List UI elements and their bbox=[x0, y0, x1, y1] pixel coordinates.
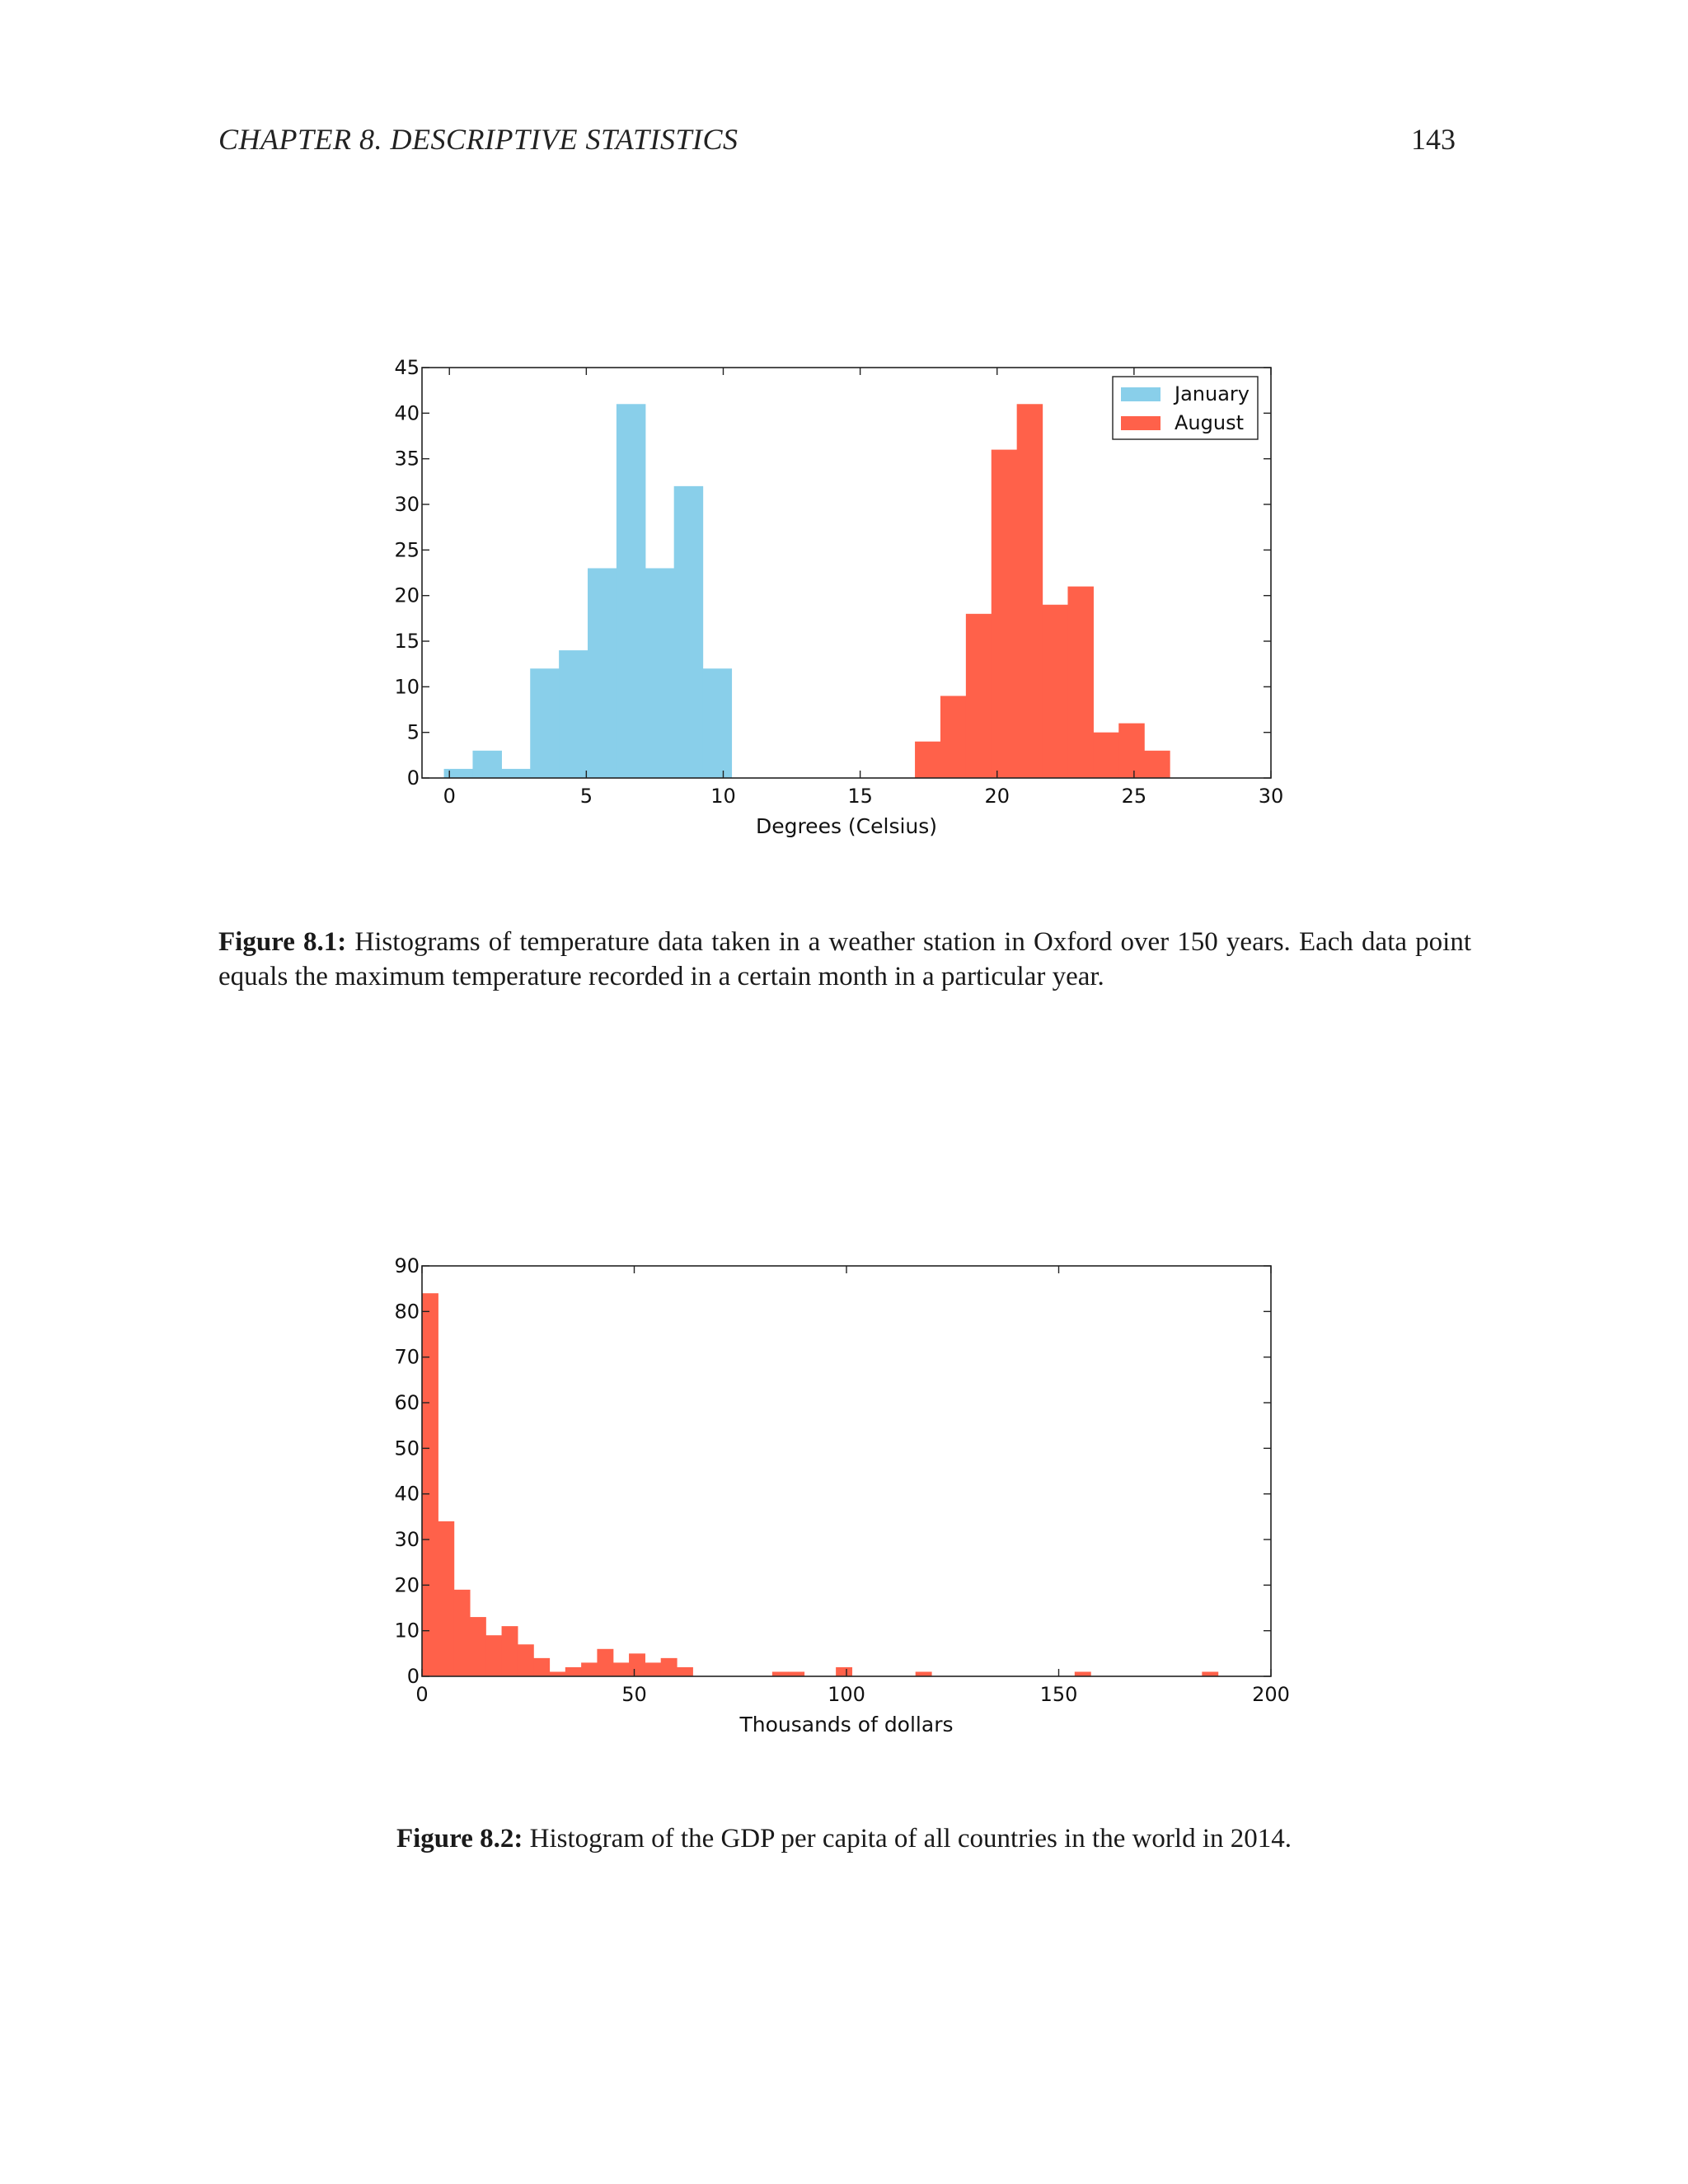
histogram-bar bbox=[645, 1662, 661, 1676]
histogram-bar bbox=[501, 769, 530, 778]
histogram-bar bbox=[565, 1667, 582, 1676]
legend bbox=[1113, 377, 1258, 439]
histogram-bar bbox=[559, 650, 588, 778]
bars bbox=[444, 404, 1170, 778]
y-tick-label: 10 bbox=[394, 675, 420, 699]
histogram-bar bbox=[703, 668, 732, 778]
histogram-bar bbox=[661, 1658, 678, 1676]
caption-text: Histograms of temperature data taken in a weather station in Oxford over 150 years. Each data point equals the maximum temperature recorded in a certain month in a particular year. bbox=[218, 927, 1472, 991]
legend-label: January bbox=[1175, 382, 1250, 405]
page-number: 143 bbox=[1411, 123, 1456, 156]
histogram-bar bbox=[966, 614, 992, 778]
running-header-chapter: CHAPTER 8. DESCRIPTIVE STATISTICS bbox=[218, 123, 738, 156]
figure-temperature-histogram bbox=[0, 346, 1688, 857]
histogram-bar bbox=[1067, 587, 1094, 778]
histogram-bar bbox=[992, 450, 1018, 778]
histogram-bar bbox=[916, 1671, 932, 1676]
y-tick-label: 0 bbox=[406, 1665, 420, 1688]
histogram-bar bbox=[836, 1667, 852, 1676]
y-tick-label: 20 bbox=[394, 1573, 420, 1597]
histogram-bar bbox=[1093, 733, 1119, 778]
bars bbox=[422, 1293, 1218, 1676]
temperature-histogram-chart bbox=[0, 346, 1688, 857]
x-tick-label: 30 bbox=[1258, 785, 1284, 808]
histogram-bar bbox=[617, 404, 645, 778]
x-tick-label: 100 bbox=[828, 1683, 865, 1706]
histogram-bar bbox=[1075, 1671, 1091, 1676]
y-tick-label: 60 bbox=[394, 1391, 420, 1414]
figure-8-1-caption bbox=[218, 925, 1471, 994]
histogram-bar bbox=[1118, 724, 1145, 778]
y-tick-label: 25 bbox=[394, 538, 420, 562]
x-tick-label: 15 bbox=[847, 785, 873, 808]
histogram-bar bbox=[1017, 404, 1043, 778]
histogram-bar bbox=[472, 751, 501, 778]
y-tick-label: 40 bbox=[394, 1482, 420, 1506]
figure-gdp-histogram bbox=[0, 1244, 1688, 1755]
histogram-bar bbox=[550, 1671, 566, 1676]
histogram-bar bbox=[502, 1626, 518, 1676]
legend-label: August bbox=[1175, 411, 1244, 434]
histogram-bar bbox=[629, 1653, 645, 1676]
histogram-bar bbox=[674, 486, 703, 778]
x-tick-label: 10 bbox=[710, 785, 736, 808]
x-tick-label: 50 bbox=[621, 1683, 647, 1706]
y-tick-label: 0 bbox=[406, 766, 420, 790]
caption-label: Figure 8.2: bbox=[396, 1824, 523, 1854]
x-tick-label: 20 bbox=[984, 785, 1010, 808]
y-tick-label: 10 bbox=[394, 1619, 420, 1643]
histogram-bar bbox=[677, 1667, 693, 1676]
histogram-bar bbox=[788, 1671, 804, 1676]
y-tick-label: 90 bbox=[394, 1254, 420, 1277]
histogram-bar bbox=[530, 668, 559, 778]
x-tick-label: 5 bbox=[579, 785, 593, 808]
histogram-bar bbox=[915, 742, 941, 778]
histogram-bar bbox=[940, 696, 967, 778]
histogram-bar bbox=[645, 568, 674, 778]
histogram-bar bbox=[1202, 1671, 1218, 1676]
y-tick-label: 80 bbox=[394, 1300, 420, 1324]
caption-text: Histogram of the GDP per capita of all countries in the world in 2014. bbox=[523, 1824, 1292, 1854]
y-tick-label: 15 bbox=[394, 630, 420, 653]
histogram-bar bbox=[444, 769, 473, 778]
legend-swatch bbox=[1121, 387, 1160, 401]
y-tick-label: 30 bbox=[394, 493, 420, 516]
histogram-bar bbox=[438, 1521, 454, 1676]
figure-8-2-caption bbox=[0, 1821, 1688, 1856]
y-tick-label: 45 bbox=[394, 356, 420, 379]
y-tick-label: 5 bbox=[406, 720, 420, 744]
histogram-bar bbox=[454, 1590, 471, 1676]
y-tick-label: 50 bbox=[394, 1436, 420, 1460]
histogram-bar bbox=[588, 568, 617, 778]
legend-swatch bbox=[1121, 416, 1160, 430]
histogram-bar bbox=[581, 1662, 598, 1676]
y-tick-label: 35 bbox=[394, 447, 420, 471]
y-tick-label: 40 bbox=[394, 401, 420, 425]
gdp-histogram-chart bbox=[0, 1244, 1688, 1755]
histogram-bar bbox=[485, 1635, 502, 1676]
x-tick-label: 25 bbox=[1121, 785, 1147, 808]
histogram-bar bbox=[772, 1671, 789, 1676]
x-axis-label: Degrees (Celsius) bbox=[755, 814, 938, 838]
caption-label: Figure 8.1: bbox=[218, 927, 347, 957]
x-tick-label: 150 bbox=[1039, 1683, 1078, 1706]
y-tick-label: 70 bbox=[394, 1345, 420, 1369]
histogram-bar bbox=[470, 1617, 486, 1676]
histogram-bar bbox=[518, 1644, 534, 1676]
x-tick-label: 200 bbox=[1252, 1683, 1290, 1706]
y-tick-label: 30 bbox=[394, 1528, 420, 1551]
x-axis-label: Thousands of dollars bbox=[739, 1713, 954, 1736]
histogram-bar bbox=[597, 1649, 613, 1676]
plot-frame bbox=[422, 1266, 1271, 1676]
histogram-bar bbox=[613, 1662, 630, 1676]
histogram-bar bbox=[1144, 751, 1170, 778]
y-tick-label: 20 bbox=[394, 583, 420, 607]
x-tick-label: 0 bbox=[415, 1683, 429, 1706]
histogram-bar bbox=[422, 1293, 438, 1676]
histogram-bar bbox=[1043, 605, 1069, 778]
x-tick-label: 0 bbox=[443, 785, 456, 808]
histogram-bar bbox=[533, 1658, 550, 1676]
